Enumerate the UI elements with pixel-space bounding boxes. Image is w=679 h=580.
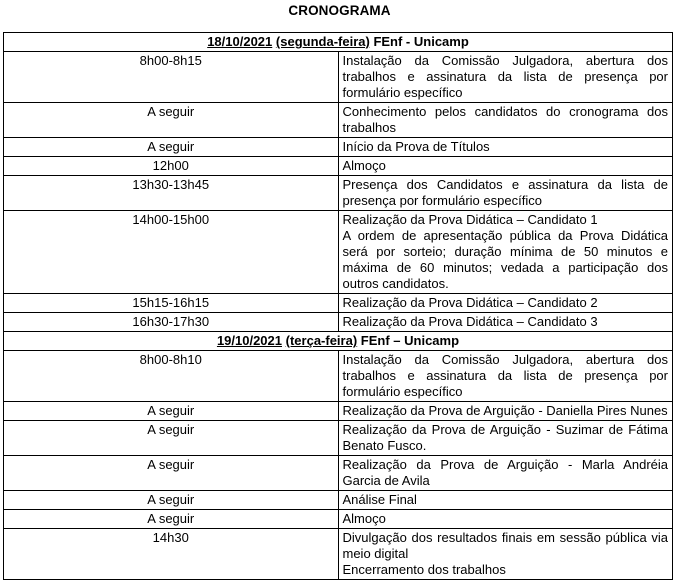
activity-text: Divulgação dos resultados finais em sessão pública via meio digital bbox=[342, 530, 668, 561]
schedule-time: A seguir bbox=[4, 510, 339, 529]
schedule-time: 8h00-8h10 bbox=[4, 351, 339, 402]
schedule-activity bbox=[338, 529, 673, 580]
activity-text: Início da Prova de Títulos bbox=[342, 139, 490, 154]
schedule-body bbox=[4, 33, 673, 580]
schedule-time: A seguir bbox=[4, 421, 339, 456]
schedule-time: A seguir bbox=[4, 138, 339, 157]
schedule-row bbox=[4, 176, 673, 211]
day-date: 18/10/2021 bbox=[207, 34, 273, 49]
day-place: FEnf – Unicamp bbox=[360, 333, 460, 348]
schedule-row bbox=[4, 313, 673, 332]
schedule-time: A seguir bbox=[4, 402, 339, 421]
schedule-row bbox=[4, 103, 673, 138]
schedule-time: 16h30-17h30 bbox=[4, 313, 339, 332]
schedule-time: 14h00-15h00 bbox=[4, 211, 339, 294]
schedule-activity bbox=[338, 211, 673, 294]
schedule-row bbox=[4, 211, 673, 294]
page-title: CRONOGRAMA bbox=[288, 3, 391, 18]
schedule-activity bbox=[338, 491, 673, 510]
schedule-activity bbox=[338, 351, 673, 402]
schedule-row bbox=[4, 52, 673, 103]
schedule-time: 8h00-8h15 bbox=[4, 52, 339, 103]
schedule-activity bbox=[338, 402, 673, 421]
activity-text: Realização da Prova Didática – Candidato 2 bbox=[342, 295, 598, 310]
schedule-row bbox=[4, 421, 673, 456]
activity-text: A ordem de apresentação pública da Prova Didática será por sorteio; duração mínima de 50 minutos e máxima de 60 minutos; vedada a participação dos outros candidatos. bbox=[342, 228, 668, 291]
schedule-row bbox=[4, 138, 673, 157]
schedule-row bbox=[4, 491, 673, 510]
activity-text: Realização da Prova de Arguição - Suzimar de Fátima Benato Fusco. bbox=[342, 422, 668, 453]
activity-text: Almoço bbox=[342, 158, 386, 173]
schedule-row bbox=[4, 529, 673, 580]
schedule-time: A seguir bbox=[4, 103, 339, 138]
schedule-time: A seguir bbox=[4, 491, 339, 510]
schedule-time: 13h30-13h45 bbox=[4, 176, 339, 211]
activity-text: Instalação da Comissão Julgadora, abertura dos trabalhos e assinatura da lista de presença por formulário específico bbox=[342, 53, 668, 100]
activity-text: Conhecimento pelos candidatos do cronograma dos trabalhos bbox=[342, 104, 668, 135]
schedule-activity bbox=[338, 294, 673, 313]
activity-text: Almoço bbox=[342, 511, 386, 526]
schedule-table bbox=[3, 32, 673, 580]
day-weekday: (terça-feira) bbox=[285, 333, 358, 348]
schedule-activity bbox=[338, 52, 673, 103]
schedule-time: A seguir bbox=[4, 456, 339, 491]
schedule-row bbox=[4, 351, 673, 402]
schedule-activity bbox=[338, 421, 673, 456]
activity-text: Realização da Prova Didática – Candidato 3 bbox=[342, 314, 598, 329]
activity-text: Presença dos Candidatos e assinatura da lista de presença por formulário específico bbox=[342, 177, 668, 208]
schedule-activity bbox=[338, 176, 673, 211]
schedule-row bbox=[4, 402, 673, 421]
schedule-row bbox=[4, 510, 673, 529]
activity-text: Análise Final bbox=[342, 492, 417, 507]
schedule-row bbox=[4, 157, 673, 176]
activity-text: Realização da Prova de Arguição - Marla Andréia Garcia de Avila bbox=[342, 457, 668, 488]
schedule-activity bbox=[338, 157, 673, 176]
day-weekday: (segunda-feira) bbox=[275, 34, 370, 49]
activity-text: Realização da Prova de Arguição - Daniella Pires Nunes bbox=[342, 403, 668, 418]
day-date: 19/10/2021 bbox=[216, 333, 283, 348]
day-header bbox=[4, 332, 673, 351]
day-place: FEnf - Unicamp bbox=[373, 34, 469, 49]
schedule-activity bbox=[338, 138, 673, 157]
schedule-time: 12h00 bbox=[4, 157, 339, 176]
schedule-time: 14h30 bbox=[4, 529, 339, 580]
day-header-row bbox=[4, 33, 673, 52]
schedule-activity bbox=[338, 456, 673, 491]
day-header-row bbox=[4, 332, 673, 351]
activity-text: Instalação da Comissão Julgadora, abertura dos trabalhos e assinatura da lista de presença por formulário específico bbox=[342, 352, 668, 399]
activity-text: Realização da Prova Didática – Candidato 1 bbox=[342, 212, 598, 227]
schedule-row bbox=[4, 456, 673, 491]
schedule-row bbox=[4, 294, 673, 313]
activity-text: Encerramento dos trabalhos bbox=[342, 562, 506, 577]
schedule-time: 15h15-16h15 bbox=[4, 294, 339, 313]
day-header bbox=[4, 33, 673, 52]
schedule-activity bbox=[338, 103, 673, 138]
schedule-activity bbox=[338, 313, 673, 332]
schedule-activity bbox=[338, 510, 673, 529]
